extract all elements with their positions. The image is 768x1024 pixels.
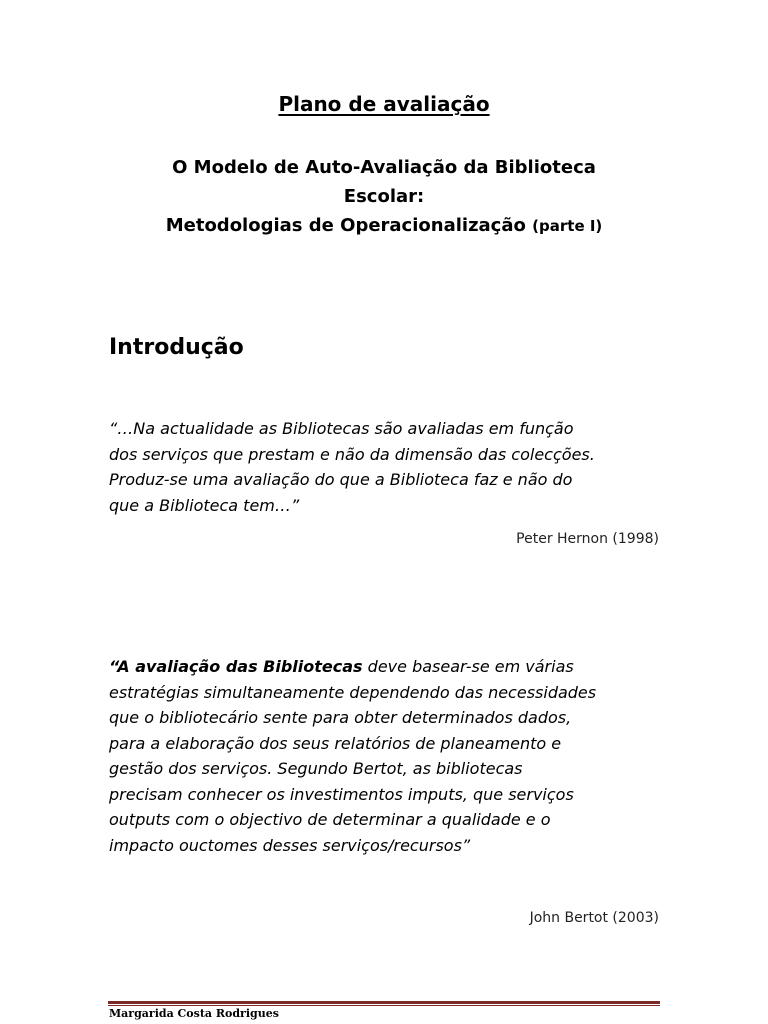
footer-divider xyxy=(108,1001,660,1006)
quote-hernon xyxy=(109,416,669,518)
subtitle-line-3 xyxy=(0,215,768,236)
subtitle-line-1: O Modelo de Auto-Avaliação da Biblioteca xyxy=(172,157,596,178)
section-heading-introduction: Introdução xyxy=(109,335,244,360)
quote-line: que a Biblioteca tem…” xyxy=(109,495,300,515)
subtitle-part: (parte I) xyxy=(532,217,603,235)
quote-line: que o bibliotecário sente para obter determinados dados, xyxy=(109,708,572,727)
quote-line: Produz-se uma avaliação do que a Biblioteca faz e não do xyxy=(109,470,573,489)
quote-line: estratégias simultaneamente dependendo das necessidades xyxy=(109,682,597,702)
quote-line xyxy=(109,654,669,680)
quote-line: gestão dos serviços. Segundo Bertot, as bibliotecas xyxy=(109,759,523,778)
quote-line: impacto ouctomes desses serviços/recursos” xyxy=(109,835,471,855)
quote-bertot xyxy=(109,654,669,858)
page-title: Plano de avaliação xyxy=(278,92,490,116)
quote-line: “…Na actualidade as Bibliotecas são avaliadas em função xyxy=(109,419,574,438)
quote-bold-lead: “A avaliação das Bibliotecas xyxy=(109,657,363,676)
attribution-hernon: Peter Hernon (1998) xyxy=(516,531,659,547)
quote-line: para a elaboração dos seus relatórios de planeamento e xyxy=(109,733,562,753)
quote-line: dos serviços que prestam e não da dimensão das colecções. xyxy=(109,444,595,464)
subtitle-methodologies: Metodologias de Operacionalização xyxy=(165,215,526,236)
quote-line: outputs com o objectivo de determinar a qualidade e o xyxy=(109,810,551,829)
subtitle-line-2: Escolar: xyxy=(343,186,425,207)
quote-line: precisam conhecer os investimentos imputs, que serviços xyxy=(109,784,574,804)
footer-author: Margarida Costa Rodrigues xyxy=(109,1007,279,1020)
attribution-bertot: John Bertot (2003) xyxy=(529,910,659,926)
quote-lead-rest: deve basear-se em várias xyxy=(362,657,574,676)
